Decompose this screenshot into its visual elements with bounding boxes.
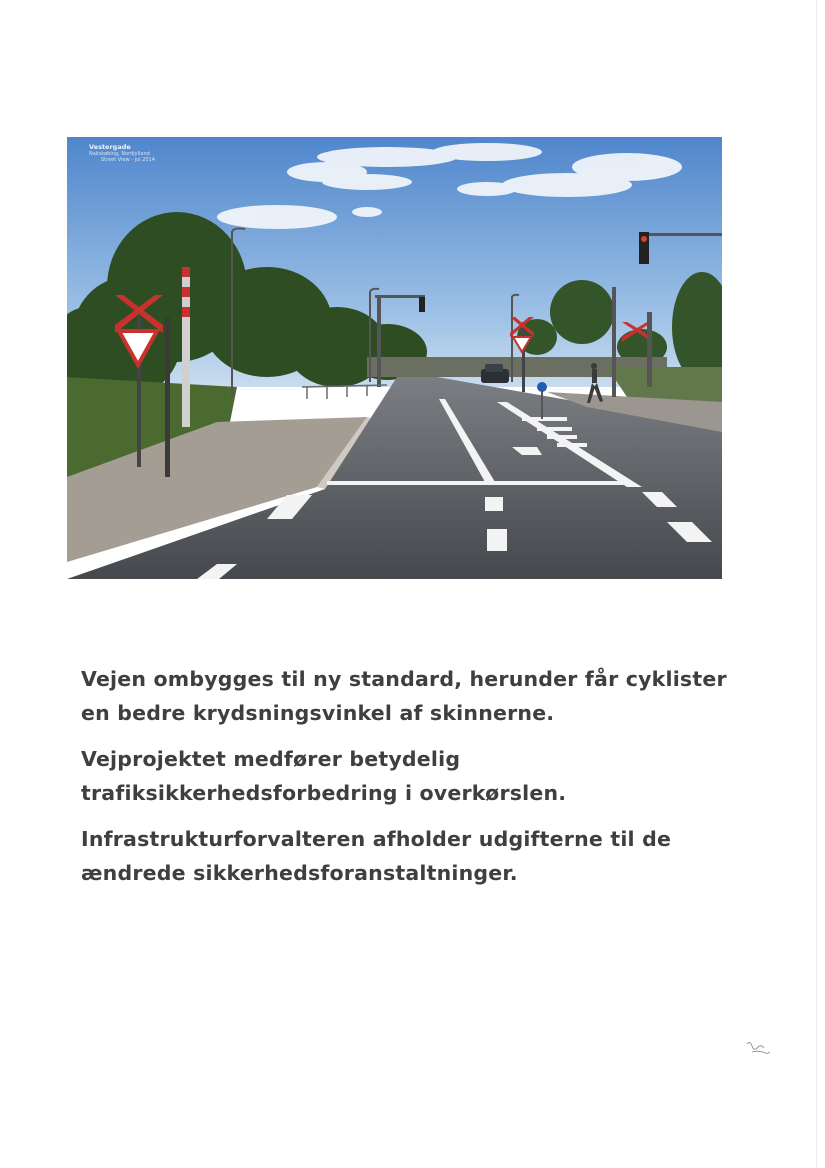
paragraph-safety-improvement — [81, 742, 761, 810]
paragraph-line: ændrede sikkerhedsforanstaltninger. — [81, 861, 518, 885]
photo-caption-title: Vestergade — [89, 143, 131, 151]
page-edge — [816, 0, 817, 1168]
handwritten-initials — [744, 1038, 774, 1060]
paragraph-road-rebuild — [81, 662, 761, 730]
street-scene-illustration — [67, 137, 722, 579]
photo-caption-location: Nakskøbing, Nordjylland — [89, 151, 150, 158]
photo-caption-source: Street View - jul 2014 — [101, 157, 155, 164]
paragraph-line: trafiksikkerhedsforbedring i overkørslen. — [81, 781, 567, 805]
street-view-photo — [67, 137, 722, 579]
paragraph-line: en bedre krydsningsvinkel af skinnerne. — [81, 701, 555, 725]
fence — [302, 385, 387, 399]
body-text — [81, 662, 761, 902]
photo-caption — [89, 143, 155, 164]
paragraph-line: Infrastrukturforvalteren afholder udgifterne til de — [81, 827, 672, 851]
paragraph-line: Vejen ombygges til ny standard, herunder får cyklister — [81, 667, 727, 691]
paragraph-line: Vejprojektet medfører betydelig — [81, 747, 461, 771]
paragraph-cost-responsibility — [81, 822, 761, 890]
